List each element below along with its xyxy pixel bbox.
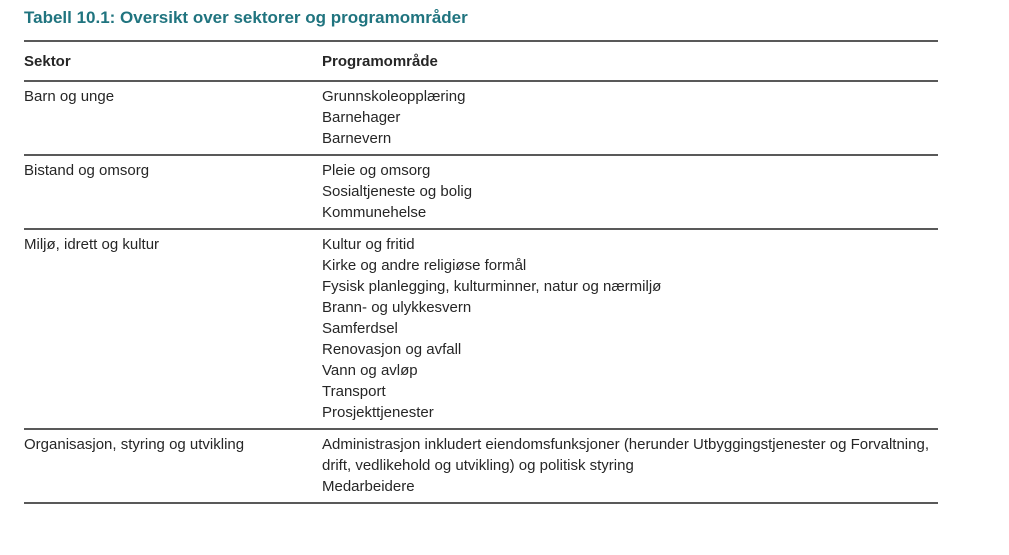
table-row bbox=[24, 154, 938, 228]
program-line: Kommunehelse bbox=[322, 204, 427, 221]
program-line: Kultur og fritid bbox=[322, 236, 415, 253]
program-cell bbox=[322, 234, 938, 423]
table-body bbox=[24, 80, 938, 502]
program-line: Prosjekttjenester bbox=[322, 404, 434, 421]
program-cell bbox=[322, 434, 938, 497]
program-line: Barnehager bbox=[322, 109, 401, 126]
sector-cell: Miljø, idrett og kultur bbox=[24, 236, 160, 253]
program-line: Pleie og omsorg bbox=[322, 162, 431, 179]
program-line: Administrasjon inkludert eiendomsfunksjoner (herunder Utbyggingstjenester og Forvaltning, drift, vedlikehold og utvikling) og politisk styring bbox=[322, 436, 929, 474]
sector-program-table bbox=[24, 40, 938, 504]
program-line: Samferdsel bbox=[322, 320, 398, 337]
table-title: Tabell 10.1: Oversikt over sektorer og programområder bbox=[24, 8, 468, 27]
program-line: Kirke og andre religiøse formål bbox=[322, 257, 527, 274]
program-line: Grunnskoleopplæring bbox=[322, 88, 466, 105]
program-cell bbox=[322, 160, 938, 223]
program-line: Brann- og ulykkesvern bbox=[322, 299, 472, 316]
program-cell bbox=[322, 86, 938, 149]
program-line: Medarbeidere bbox=[322, 478, 415, 495]
sector-cell: Organisasjon, styring og utvikling bbox=[24, 436, 245, 453]
program-line: Barnevern bbox=[322, 130, 392, 147]
program-line: Renovasjon og avfall bbox=[322, 341, 462, 358]
table-header-row bbox=[24, 40, 938, 80]
sector-cell: Bistand og omsorg bbox=[24, 162, 150, 179]
program-line: Vann og avløp bbox=[322, 362, 418, 379]
column-header-programomrade: Programområde bbox=[322, 53, 438, 70]
table-row bbox=[24, 228, 938, 428]
table-row bbox=[24, 80, 938, 154]
program-line: Sosialtjeneste og bolig bbox=[322, 183, 473, 200]
program-line: Transport bbox=[322, 383, 386, 400]
sector-cell: Barn og unge bbox=[24, 88, 115, 105]
column-header-sektor: Sektor bbox=[24, 53, 71, 70]
program-line: Fysisk planlegging, kulturminner, natur og nærmiljø bbox=[322, 278, 662, 295]
table-row bbox=[24, 428, 938, 502]
